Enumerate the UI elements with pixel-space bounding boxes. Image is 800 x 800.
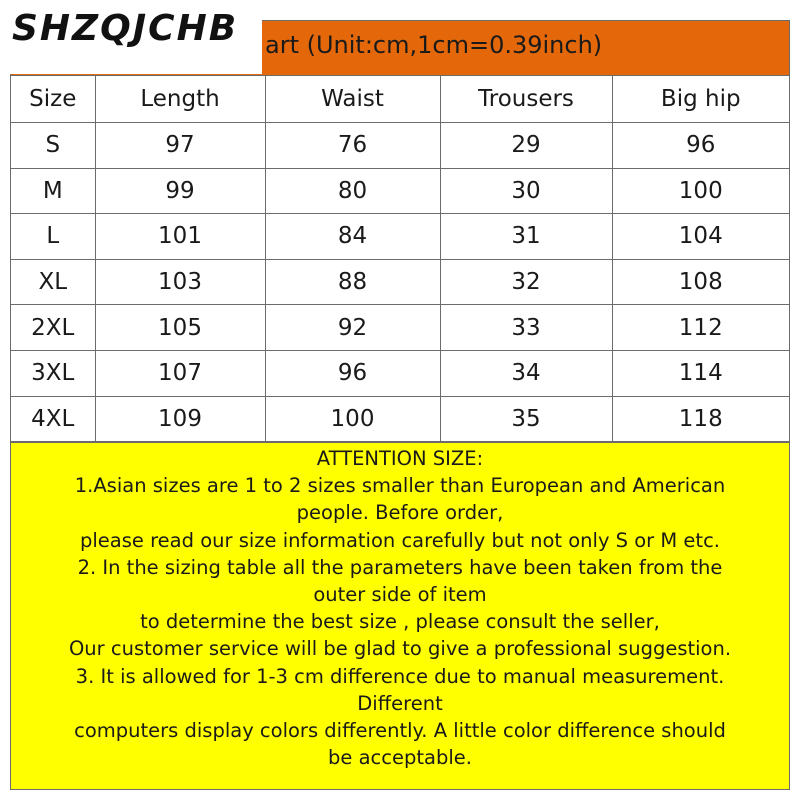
- column-header-big-hip: Big hip: [612, 76, 789, 123]
- table-cell: 80: [265, 168, 440, 214]
- table-cell: 101: [95, 214, 265, 260]
- column-header-trousers: Trousers: [440, 76, 612, 123]
- size-table: [11, 75, 789, 442]
- notice-line: Our customer service will be glad to give a professional suggestion.: [68, 637, 732, 661]
- table-cell: 76: [265, 123, 440, 169]
- table-cell: 103: [95, 259, 265, 305]
- column-header-length: Length: [95, 76, 265, 123]
- notice-line: to determine the best size , please consult the seller,: [140, 610, 660, 634]
- table-cell: 105: [95, 305, 265, 351]
- table-cell: 112: [612, 305, 789, 351]
- size-chart-sheet: [10, 20, 790, 790]
- table-cell: L: [11, 214, 95, 260]
- notice-line: 2. In the sizing table all the parameters have been taken from the: [77, 555, 723, 579]
- notice-heading: ATTENTION SIZE:: [316, 447, 484, 470]
- table-cell: 96: [265, 350, 440, 396]
- table-row: [11, 259, 789, 305]
- brand-logo: [0, 0, 262, 74]
- table-cell: 88: [265, 259, 440, 305]
- table-cell: M: [11, 168, 95, 214]
- chart-title: art (Unit:cm,1cm=0.39inch): [265, 31, 603, 59]
- table-cell: 100: [265, 396, 440, 442]
- column-header-waist: Waist: [265, 76, 440, 123]
- table-cell: XL: [11, 259, 95, 305]
- table-cell: S: [11, 123, 95, 169]
- table-header-row: [11, 76, 789, 123]
- table-cell: 4XL: [11, 396, 95, 442]
- table-cell: 92: [265, 305, 440, 351]
- notice-line: 3. It is allowed for 1-3 cm difference due to manual measurement.: [75, 664, 725, 688]
- table-cell: 97: [95, 123, 265, 169]
- table-cell: 99: [95, 168, 265, 214]
- table-cell: 3XL: [11, 350, 95, 396]
- table-cell: 108: [612, 259, 789, 305]
- table-cell: 84: [265, 214, 440, 260]
- table-cell: 114: [612, 350, 789, 396]
- table-row: [11, 168, 789, 214]
- notice-line: people. Before order,: [296, 501, 504, 525]
- notice-line: computers display colors differently. A little color difference should: [74, 719, 726, 743]
- table-cell: 29: [440, 123, 612, 169]
- table-row: [11, 350, 789, 396]
- table-row: [11, 214, 789, 260]
- table-cell: 32: [440, 259, 612, 305]
- table-cell: 96: [612, 123, 789, 169]
- notice-line: outer side of item: [313, 583, 487, 607]
- notice-line: be acceptable.: [328, 746, 472, 770]
- table-cell: 35: [440, 396, 612, 442]
- notice-line: 1.Asian sizes are 1 to 2 sizes smaller than European and American: [74, 474, 726, 498]
- table-cell: 34: [440, 350, 612, 396]
- table-row: [11, 396, 789, 442]
- table-cell: 100: [612, 168, 789, 214]
- table-cell: 107: [95, 350, 265, 396]
- table-row: [11, 123, 789, 169]
- notice-line: Different: [357, 691, 443, 715]
- attention-notice: [11, 442, 789, 789]
- column-header-size: Size: [11, 76, 95, 123]
- notice-line: please read our size information carefully but not only S or M etc.: [80, 528, 720, 552]
- table-cell: 33: [440, 305, 612, 351]
- table-cell: 104: [612, 214, 789, 260]
- table-cell: 109: [95, 396, 265, 442]
- table-cell: 2XL: [11, 305, 95, 351]
- table-cell: 30: [440, 168, 612, 214]
- table-cell: 118: [612, 396, 789, 442]
- table-cell: 31: [440, 214, 612, 260]
- brand-logo-text: SHZQJCHB: [12, 8, 239, 49]
- table-row: [11, 305, 789, 351]
